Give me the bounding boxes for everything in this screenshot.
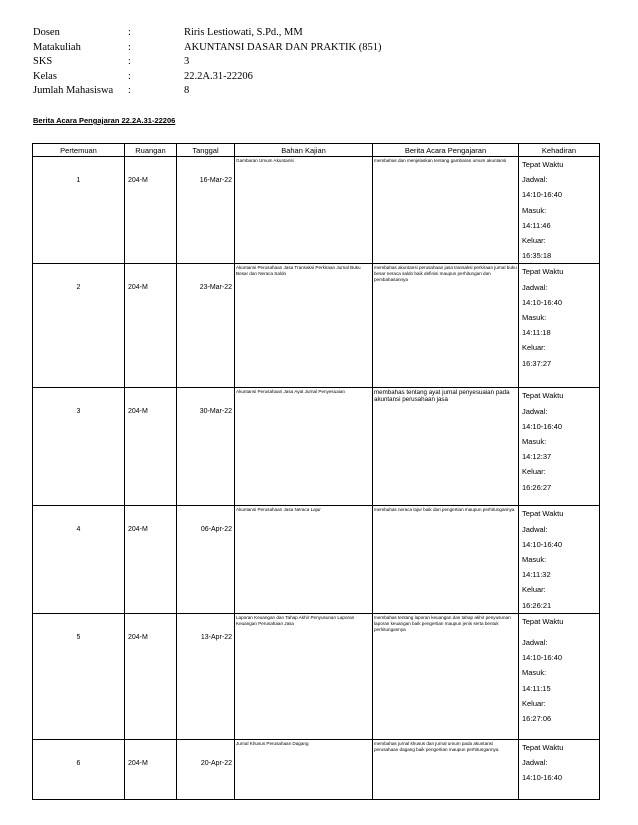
attendance-status: Tepat Waktu [522, 742, 564, 752]
info-colon: : [128, 41, 131, 53]
check-in-time: 14:12:37 [522, 452, 552, 462]
table-header-row [33, 144, 600, 157]
room-cell [125, 506, 177, 613]
topic-cell: Akuntansi Perusahaan Jasa Transaksi Perkiraan Jurnal Buku Besar dan Neraca Saldo [235, 264, 373, 388]
report-cell: membahas neraca lajur baik dari pengertian maupun perhitungannya [373, 506, 519, 613]
check-out-label: Keluar: [522, 236, 546, 246]
check-out-time: 16:27:06 [522, 714, 552, 724]
info-value: 3 [184, 56, 190, 68]
attendance-status: Tepat Waktu [522, 616, 564, 626]
room: 204-M [128, 177, 148, 184]
table-row [33, 388, 600, 506]
date-cell [177, 157, 235, 264]
meeting-number-cell [33, 264, 125, 388]
check-in-label: Masuk: [522, 205, 547, 215]
meeting-number: 5 [76, 633, 81, 641]
report-cell: membahas akuntansi perusahaan jasa transaksi perkiraan jurnal buku besar neraca saldo baik definisi maupun perhitungan dan pembahasannya [373, 264, 519, 388]
meeting-number-cell [33, 613, 125, 739]
meeting-number-cell [33, 388, 125, 506]
info-colon: : [128, 56, 131, 68]
check-in-time: 14:11:18 [522, 328, 551, 338]
date-cell [177, 388, 235, 506]
column-header: Bahan Kajian [235, 144, 373, 157]
room-cell [125, 264, 177, 388]
attendance-cell [519, 264, 600, 388]
schedule-time: 14:10-16:40 [522, 190, 563, 200]
check-in-label: Masuk: [522, 668, 547, 678]
info-label: Kelas [33, 70, 57, 82]
check-in-time: 14:11:15 [522, 683, 551, 693]
report-cell: membahas dan menjelaskan tentang gambaran umum akuntansi [373, 157, 519, 264]
schedule-label: Jadwal: [522, 406, 548, 416]
column-header: Ruangan [125, 144, 177, 157]
topic-cell: Gambaran Umum Akuntansi [235, 157, 373, 264]
date: 16-Mar-22 [199, 177, 232, 184]
date: 06-Apr-22 [200, 526, 232, 534]
column-header: Berita Acara Pengajaran [373, 144, 519, 157]
info-label: Dosen [33, 27, 60, 38]
table-row [33, 613, 600, 739]
date-cell [177, 613, 235, 739]
info-label: Matakuliah [33, 41, 81, 53]
meeting-number: 4 [76, 526, 81, 534]
attendance-status: Tepat Waktu [522, 160, 564, 169]
schedule-label: Jadwal: [522, 758, 548, 768]
room: 204-M [128, 408, 148, 416]
info-colon: : [128, 27, 131, 38]
date: 13-Apr-22 [200, 633, 232, 641]
column-header: Kehadiran [519, 144, 600, 157]
check-out-label: Keluar: [522, 585, 546, 595]
check-out-time: 16:35:18 [522, 251, 552, 261]
info-value: 8 [184, 85, 190, 97]
attendance-status: Tepat Waktu [522, 391, 564, 401]
meeting-number-cell [33, 506, 125, 613]
schedule-time: 14:10-16:40 [522, 773, 563, 783]
meeting-number-cell [33, 157, 125, 264]
meeting-number: 3 [76, 408, 81, 416]
table-row [33, 506, 600, 613]
room: 204-M [128, 633, 148, 641]
check-in-label: Masuk: [522, 555, 547, 565]
attendance-status: Tepat Waktu [522, 509, 564, 519]
topic-cell: Akuntansi Perusahaan Jasa Neraca Lajur [235, 506, 373, 613]
report-cell: membahas jurnal khusus dan jurnal umum pada akuntansi perusahaan dagang baik pengertian maupun perhitungannya [373, 739, 519, 799]
info-value: Riris Lestiowati, S.Pd., MM [184, 27, 303, 38]
room-cell [125, 157, 177, 264]
date: 20-Apr-22 [200, 759, 232, 767]
table-row [33, 739, 600, 799]
attendance-cell [519, 388, 600, 506]
check-in-label: Masuk: [522, 437, 547, 447]
schedule-time: 14:10-16:40 [522, 297, 563, 307]
check-out-time: 16:26:21 [522, 600, 552, 610]
check-in-label: Masuk: [522, 313, 547, 323]
check-in-time: 14:11:32 [522, 570, 551, 580]
attendance-cell [519, 739, 600, 799]
topic-cell: Laporan Keuangan dan Tahap Akhir Penyusunan Laporan Keuangan Perusahaan Jasa [235, 613, 373, 739]
attendance-cell [519, 157, 600, 264]
check-in-time: 14:11:46 [522, 220, 551, 230]
check-out-label: Keluar: [522, 467, 546, 477]
info-value: 22.2A.31-22206 [184, 70, 253, 82]
date: 30-Mar-22 [199, 408, 232, 416]
schedule-label: Jadwal: [522, 524, 548, 534]
attendance-cell [519, 613, 600, 739]
attendance-cell [519, 506, 600, 613]
report-cell: membahas tentang ayat jurnal penyesuaian pada akuntansi perusahaan jasa [373, 388, 519, 506]
table-row [33, 264, 600, 388]
column-header: Tanggal [177, 144, 235, 157]
meeting-number: 1 [76, 177, 81, 184]
check-out-label: Keluar: [522, 343, 546, 353]
info-colon: : [128, 85, 131, 97]
room-cell [125, 739, 177, 799]
schedule-label: Jadwal: [522, 282, 548, 292]
meeting-number-cell [33, 739, 125, 799]
meeting-number: 6 [76, 759, 81, 767]
schedule-time: 14:10-16:40 [522, 421, 563, 431]
check-out-label: Keluar: [522, 698, 546, 708]
check-out-time: 16:37:27 [522, 358, 552, 368]
attendance-table [32, 143, 600, 800]
table-row [33, 157, 600, 264]
report-cell: membahas tentang laporan keuangan dan tahap akhir penyusunan laporan keuangan baik pengertian maupun jenis serta bentuk perhitungannya [373, 613, 519, 739]
date-cell [177, 739, 235, 799]
topic-cell: Jurnal Khusus Perusahaan Dagang [235, 739, 373, 799]
info-label: Jumlah Mahasiswa [33, 85, 114, 97]
room: 204-M [128, 759, 148, 767]
info-label: SKS [33, 56, 53, 68]
date-cell [177, 506, 235, 613]
schedule-time: 14:10-16:40 [522, 653, 563, 663]
date-cell [177, 264, 235, 388]
meeting-number: 2 [76, 284, 81, 292]
room: 204-M [128, 526, 148, 534]
info-colon: : [128, 70, 131, 82]
room-cell [125, 388, 177, 506]
room: 204-M [128, 284, 148, 292]
check-out-time: 16:26:27 [522, 482, 552, 492]
section-title: Berita Acara Pengajaran 22.2A.31-22206 [33, 116, 176, 125]
room-cell [125, 613, 177, 739]
attendance-status: Tepat Waktu [522, 267, 564, 277]
schedule-time: 14:10-16:40 [522, 539, 563, 549]
schedule-label: Jadwal: [522, 175, 548, 185]
info-value: AKUNTANSI DASAR DAN PRAKTIK (851) [184, 41, 382, 53]
topic-cell: Akuntansi Perusahaan Jasa Ayat Jurnal Penyesuaian [235, 388, 373, 506]
date: 23-Mar-22 [199, 284, 232, 292]
column-header: Pertemuan [33, 144, 125, 157]
schedule-label: Jadwal: [522, 638, 548, 648]
